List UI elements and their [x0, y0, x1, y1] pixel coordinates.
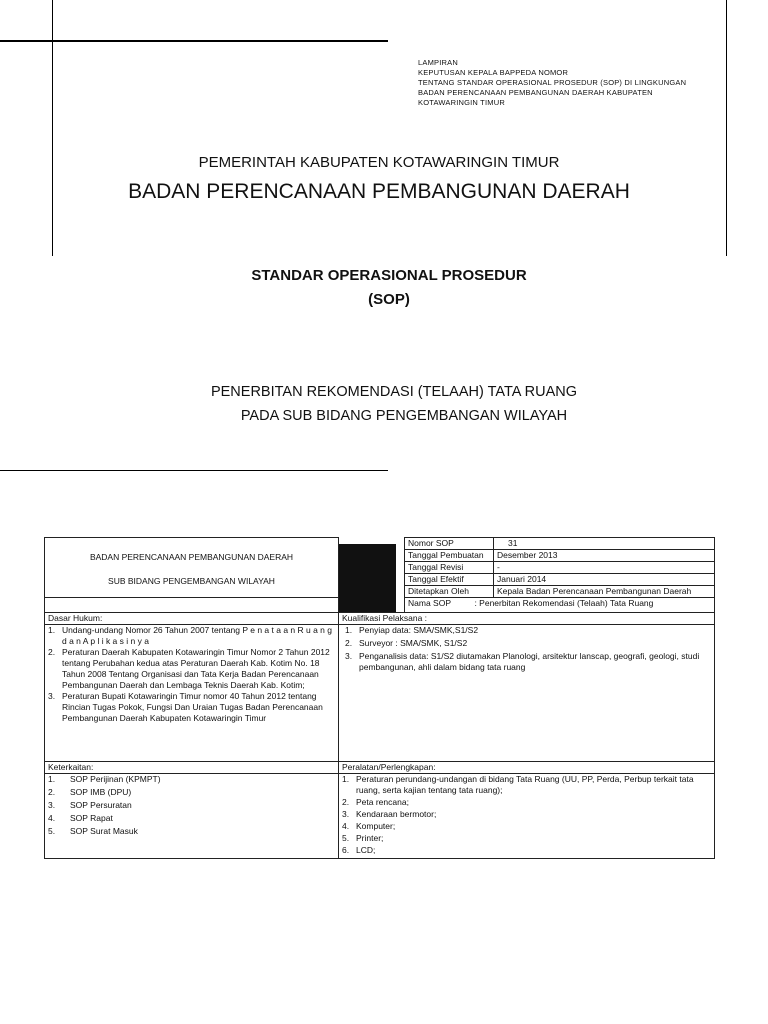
subject-line-1: PENERBITAN REKOMENDASI (TELAAH) TATA RUANG: [210, 384, 578, 400]
logo-cell: [339, 538, 405, 613]
info-label: Ditetapkan Oleh: [405, 586, 494, 598]
list-item: 2. Surveyor : SMA/SMK, S1/S2: [345, 638, 468, 648]
dasar-hukum-label: Dasar Hukum:: [45, 613, 339, 625]
list-item: 1. SOP Perijinan (KPMPT): [48, 774, 161, 784]
subject-line-2: PADA SUB BIDANG PENGEMBANGAN WILAYAH: [240, 408, 568, 424]
list-item: 2. Peta rencana;: [342, 797, 409, 807]
logo-placeholder: [339, 544, 396, 612]
lampiran-line: KOTAWARINGIN TIMUR: [418, 98, 505, 107]
agency-name: BADAN PERENCANAAN PEMBANGUNAN DAERAH: [128, 180, 630, 203]
list-item: 1. Undang-undang Nomor 26 Tahun 2007 tentang P e n a t a a n R u a n g d a n A p l i k a s i n y a: [48, 625, 332, 646]
table-agency-cell: [45, 538, 339, 598]
list-item: 5. Printer;: [342, 833, 384, 843]
top-rule: [0, 40, 388, 42]
table-division: SUB BIDANG PENGEMBANGAN WILAYAH: [108, 576, 275, 586]
list-item: 6. LCD;: [342, 845, 376, 855]
list-item: 3. Penganalisis data: S1/S2 diutamakan Planologi, arsitektur lanscap, geografi, geologi, studi pembangunan, ahli dalam bidang tata ruang: [345, 651, 700, 672]
info-label: Nomor SOP: [405, 538, 494, 550]
list-item: 3. Peraturan Bupati Kotawaringin Timur nomor 40 Tahun 2012 tentang Rincian Tugas Pokok, Fungsi Dan Uraian Tugas Badan Perencanaan Pembangunan Daerah Kabupaten Kotawaringin Timur: [48, 691, 323, 723]
info-value: -: [494, 562, 715, 574]
dasar-hukum-cell: [45, 625, 339, 762]
list-item: 5. SOP Surat Masuk: [48, 826, 138, 836]
nama-sop: Nama SOP : Penerbitan Rekomendasi (Telaah) Tata Ruang: [405, 598, 715, 613]
info-label: Tanggal Revisi: [405, 562, 494, 574]
table-agency: BADAN PERENCANAAN PEMBANGUNAN DAERAH: [89, 552, 294, 562]
list-item: 3. Kendaraan bermotor;: [342, 809, 437, 819]
info-value: Desember 2013: [494, 550, 715, 562]
list-item: 4. Komputer;: [342, 821, 396, 831]
sop-abbrev: (SOP): [368, 291, 410, 308]
right-vertical-rule: [726, 0, 727, 256]
lampiran-line: BADAN PERENCANAAN PEMBANGUNAN DAERAH KABUPATEN: [418, 88, 653, 97]
left-vertical-rule: [52, 0, 53, 256]
lampiran-line: KEPUTUSAN KEPALA BAPPEDA NOMOR: [418, 68, 569, 77]
info-value: Januari 2014: [494, 574, 715, 586]
sop-title: STANDAR OPERASIONAL PROSEDUR: [251, 267, 527, 284]
list-item: 2. SOP IMB (DPU): [48, 787, 132, 797]
info-label: Tanggal Pembuatan: [405, 550, 494, 562]
keterkaitan-label: Keterkaitan:: [45, 762, 339, 774]
lampiran-block: [418, 58, 686, 108]
list-item: 1. Penyiap data: SMA/SMK,S1/S2: [345, 625, 479, 635]
lampiran-line: TENTANG STANDAR OPERASIONAL PROSEDUR (SOP) DI LINGKUNGAN: [418, 78, 687, 87]
list-item: 2. Peraturan Daerah Kabupaten Kotawaringin Timur Nomor 2 Tahun 2012 tentang Perubahan kedua atas Peraturan Daerah Kab. Kotim No. 18 Tahun 2008 Tentang Organisasi dan Tata Kerja Badan Perencanaan Pembangunan Daerah dan Lembaga Teknis Daerah Kab. Kotim;: [48, 647, 330, 690]
info-value: 31: [494, 538, 715, 550]
peralatan-label: Peralatan/Perlengkapan:: [339, 762, 715, 774]
government-name: PEMERINTAH KABUPATEN KOTAWARINGIN TIMUR: [198, 154, 560, 171]
info-label: Tanggal Efektif: [405, 574, 494, 586]
keterkaitan-cell: [45, 774, 339, 859]
lampiran-line: LAMPIRAN: [418, 58, 458, 67]
list-item: 1. Peraturan perundang-undangan di bidang Tata Ruang (UU, PP, Perda, Perbup terkait tata ruang, serta kajian tentang tata ruang);: [342, 774, 694, 795]
kualifikasi-label: Kualifikasi Pelaksana :: [339, 613, 715, 625]
info-value: Kepala Badan Perencanaan Pembangunan Daerah: [494, 586, 715, 598]
spacer-cell: [45, 598, 339, 613]
kualifikasi-cell: [339, 625, 715, 762]
list-item: 3. SOP Persuratan: [48, 800, 132, 810]
peralatan-cell: [339, 774, 715, 859]
bottom-rule: [0, 470, 388, 471]
sop-table: [44, 537, 715, 859]
list-item: 4. SOP Rapat: [48, 813, 113, 823]
